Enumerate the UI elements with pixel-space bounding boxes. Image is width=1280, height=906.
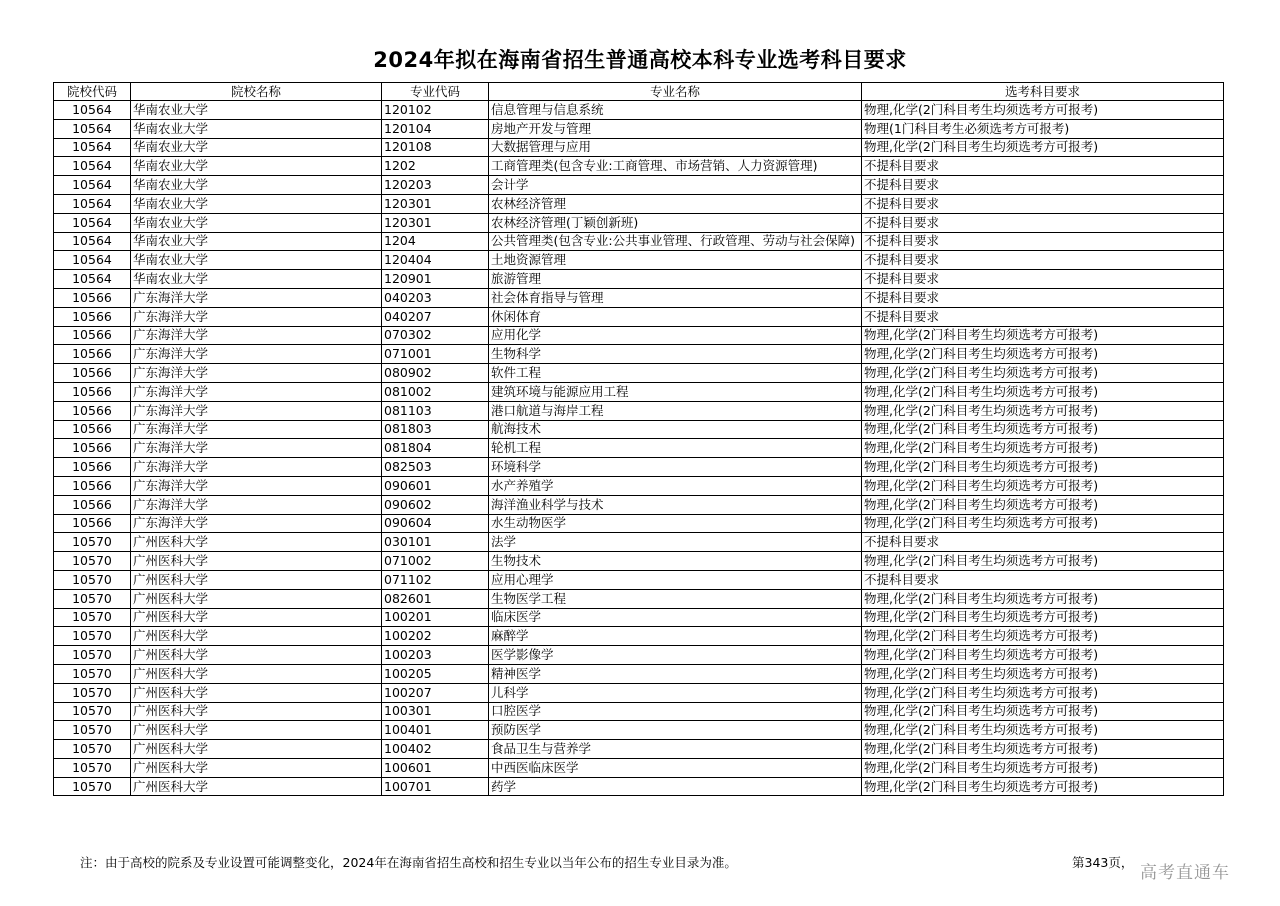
subject-requirement-cell: 物理,化学(2门科目考生均须选考方可报考)	[862, 495, 1224, 514]
table-row	[54, 251, 1224, 270]
table-row	[54, 119, 1224, 138]
school-name-cell: 广州医科大学	[131, 702, 382, 721]
subject-requirement-cell: 物理(1门科目考生必须选考方可报考)	[862, 119, 1224, 138]
subject-requirement-cell: 物理,化学(2门科目考生均须选考方可报考)	[862, 758, 1224, 777]
table-row	[54, 552, 1224, 571]
subject-requirement-cell: 物理,化学(2门科目考生均须选考方可报考)	[862, 646, 1224, 665]
school-code-cell: 10566	[54, 439, 131, 458]
school-code-cell: 10564	[54, 119, 131, 138]
school-code-cell: 10566	[54, 307, 131, 326]
school-name-cell: 华南农业大学	[131, 251, 382, 270]
table-row	[54, 646, 1224, 665]
table-row	[54, 401, 1224, 420]
document-title: 2024年拟在海南省招生普通高校本科专业选考科目要求	[373, 48, 907, 72]
subject-requirement-cell: 不提科目要求	[862, 194, 1224, 213]
school-code-cell: 10564	[54, 213, 131, 232]
school-name-cell: 广东海洋大学	[131, 345, 382, 364]
school-code-cell: 10564	[54, 176, 131, 195]
major-code-cell: 100701	[382, 777, 489, 796]
subject-requirement-cell: 物理,化学(2门科目考生均须选考方可报考)	[862, 702, 1224, 721]
school-code-cell: 10570	[54, 777, 131, 796]
school-code-cell: 10570	[54, 758, 131, 777]
school-name-cell: 广州医科大学	[131, 608, 382, 627]
table-row	[54, 721, 1224, 740]
school-code-cell: 10566	[54, 345, 131, 364]
school-name-cell: 广东海洋大学	[131, 476, 382, 495]
school-name-cell: 华南农业大学	[131, 176, 382, 195]
school-code-cell: 10566	[54, 401, 131, 420]
subject-requirement-cell: 物理,化学(2门科目考生均须选考方可报考)	[862, 664, 1224, 683]
school-code-cell: 10570	[54, 664, 131, 683]
major-code-cell: 100203	[382, 646, 489, 665]
table-row	[54, 194, 1224, 213]
school-name-cell: 广东海洋大学	[131, 364, 382, 383]
subject-requirement-cell: 物理,化学(2门科目考生均须选考方可报考)	[862, 345, 1224, 364]
table-header-row	[54, 83, 1224, 101]
major-name-cell: 水产养殖学	[489, 476, 862, 495]
table-row	[54, 627, 1224, 646]
major-code-cell: 071002	[382, 552, 489, 571]
subject-requirement-cell: 物理,化学(2门科目考生均须选考方可报考)	[862, 439, 1224, 458]
footer-note: 注：由于高校的院系及专业设置可能调整变化，2024年在海南省招生高校和招生专业以当年公布的招生专业目录为准。	[80, 855, 737, 870]
major-code-cell: 120901	[382, 270, 489, 289]
subject-requirement-cell: 物理,化学(2门科目考生均须选考方可报考)	[862, 740, 1224, 759]
table-row	[54, 307, 1224, 326]
subject-requirement-cell: 物理,化学(2门科目考生均须选考方可报考)	[862, 326, 1224, 345]
table-row	[54, 608, 1224, 627]
major-name-cell: 麻醉学	[489, 627, 862, 646]
school-code-cell: 10566	[54, 458, 131, 477]
major-name-cell: 农林经济管理(丁颖创新班)	[489, 213, 862, 232]
school-name-cell: 广州医科大学	[131, 683, 382, 702]
school-code-cell: 10570	[54, 589, 131, 608]
major-code-cell: 081002	[382, 382, 489, 401]
major-name-cell: 医学影像学	[489, 646, 862, 665]
table-row	[54, 138, 1224, 157]
school-name-cell: 广州医科大学	[131, 552, 382, 571]
major-code-cell: 1202	[382, 157, 489, 176]
major-name-cell: 会计学	[489, 176, 862, 195]
header-school-name: 院校名称	[131, 83, 382, 101]
table-row	[54, 326, 1224, 345]
school-code-cell: 10570	[54, 740, 131, 759]
major-code-cell: 071102	[382, 570, 489, 589]
school-code-cell: 10564	[54, 194, 131, 213]
school-code-cell: 10570	[54, 570, 131, 589]
major-code-cell: 100202	[382, 627, 489, 646]
subject-requirement-cell: 物理,化学(2门科目考生均须选考方可报考)	[862, 138, 1224, 157]
major-code-cell: 071001	[382, 345, 489, 364]
school-name-cell: 广州医科大学	[131, 777, 382, 796]
major-name-cell: 预防医学	[489, 721, 862, 740]
school-name-cell: 广州医科大学	[131, 721, 382, 740]
header-major-code: 专业代码	[382, 83, 489, 101]
subject-requirement-cell: 物理,化学(2门科目考生均须选考方可报考)	[862, 364, 1224, 383]
table-row	[54, 288, 1224, 307]
major-code-cell: 100207	[382, 683, 489, 702]
major-code-cell: 090602	[382, 495, 489, 514]
school-code-cell: 10570	[54, 683, 131, 702]
school-name-cell: 广东海洋大学	[131, 401, 382, 420]
school-code-cell: 10570	[54, 627, 131, 646]
major-code-cell: 081803	[382, 420, 489, 439]
watermark-text: 高考直通车	[1140, 863, 1230, 883]
major-code-cell: 040207	[382, 307, 489, 326]
subject-requirement-cell: 不提科目要求	[862, 570, 1224, 589]
major-name-cell: 生物技术	[489, 552, 862, 571]
major-name-cell: 港口航道与海岸工程	[489, 401, 862, 420]
school-name-cell: 广东海洋大学	[131, 382, 382, 401]
major-name-cell: 食品卫生与营养学	[489, 740, 862, 759]
major-name-cell: 药学	[489, 777, 862, 796]
table-row	[54, 157, 1224, 176]
subject-requirement-cell: 物理,化学(2门科目考生均须选考方可报考)	[862, 401, 1224, 420]
subject-requirement-cell: 不提科目要求	[862, 251, 1224, 270]
header-school-code: 院校代码	[54, 83, 131, 101]
major-name-cell: 中西医临床医学	[489, 758, 862, 777]
subject-requirement-cell: 物理,化学(2门科目考生均须选考方可报考)	[862, 514, 1224, 533]
school-code-cell: 10570	[54, 608, 131, 627]
subject-requirement-cell: 物理,化学(2门科目考生均须选考方可报考)	[862, 476, 1224, 495]
school-code-cell: 10564	[54, 232, 131, 251]
table-row	[54, 777, 1224, 796]
subject-requirement-cell: 不提科目要求	[862, 270, 1224, 289]
table-row	[54, 664, 1224, 683]
subject-requirement-cell: 物理,化学(2门科目考生均须选考方可报考)	[862, 589, 1224, 608]
subject-requirement-cell: 物理,化学(2门科目考生均须选考方可报考)	[862, 721, 1224, 740]
school-code-cell: 10566	[54, 326, 131, 345]
subject-requirement-cell: 物理,化学(2门科目考生均须选考方可报考)	[862, 458, 1224, 477]
major-name-cell: 农林经济管理	[489, 194, 862, 213]
table-body	[54, 101, 1224, 796]
school-name-cell: 广东海洋大学	[131, 458, 382, 477]
subject-requirement-cell: 不提科目要求	[862, 157, 1224, 176]
major-code-cell: 090601	[382, 476, 489, 495]
major-name-cell: 旅游管理	[489, 270, 862, 289]
major-name-cell: 工商管理类(包含专业:工商管理、市场营销、人力资源管理)	[489, 157, 862, 176]
page-number: 第343页，	[1072, 855, 1134, 870]
school-name-cell: 广东海洋大学	[131, 439, 382, 458]
major-code-cell: 120108	[382, 138, 489, 157]
school-name-cell: 广东海洋大学	[131, 420, 382, 439]
header-subject-requirement: 选考科目要求	[862, 83, 1224, 101]
major-code-cell: 120102	[382, 101, 489, 120]
subject-requirement-cell: 不提科目要求	[862, 533, 1224, 552]
table-row	[54, 570, 1224, 589]
school-name-cell: 华南农业大学	[131, 101, 382, 120]
major-name-cell: 口腔医学	[489, 702, 862, 721]
subject-requirement-cell: 不提科目要求	[862, 232, 1224, 251]
major-name-cell: 土地资源管理	[489, 251, 862, 270]
school-code-cell: 10566	[54, 495, 131, 514]
school-code-cell: 10564	[54, 251, 131, 270]
major-name-cell: 信息管理与信息系统	[489, 101, 862, 120]
school-name-cell: 广东海洋大学	[131, 307, 382, 326]
school-code-cell: 10570	[54, 721, 131, 740]
subject-requirement-cell: 物理,化学(2门科目考生均须选考方可报考)	[862, 627, 1224, 646]
major-name-cell: 软件工程	[489, 364, 862, 383]
table-row	[54, 345, 1224, 364]
major-code-cell: 1204	[382, 232, 489, 251]
school-name-cell: 广州医科大学	[131, 589, 382, 608]
major-code-cell: 120104	[382, 119, 489, 138]
major-code-cell: 030101	[382, 533, 489, 552]
table-row	[54, 458, 1224, 477]
school-code-cell: 10570	[54, 646, 131, 665]
subject-requirement-cell: 物理,化学(2门科目考生均须选考方可报考)	[862, 777, 1224, 796]
school-name-cell: 广州医科大学	[131, 533, 382, 552]
major-name-cell: 儿科学	[489, 683, 862, 702]
school-code-cell: 10564	[54, 101, 131, 120]
table-row	[54, 758, 1224, 777]
subject-requirement-cell: 物理,化学(2门科目考生均须选考方可报考)	[862, 382, 1224, 401]
major-name-cell: 社会体育指导与管理	[489, 288, 862, 307]
school-name-cell: 华南农业大学	[131, 119, 382, 138]
major-code-cell: 100205	[382, 664, 489, 683]
school-code-cell: 10566	[54, 382, 131, 401]
subject-requirement-cell: 不提科目要求	[862, 288, 1224, 307]
header-major-name: 专业名称	[489, 83, 862, 101]
major-name-cell: 房地产开发与管理	[489, 119, 862, 138]
school-name-cell: 华南农业大学	[131, 194, 382, 213]
table-row	[54, 740, 1224, 759]
school-name-cell: 广州医科大学	[131, 664, 382, 683]
major-code-cell: 081103	[382, 401, 489, 420]
major-name-cell: 应用化学	[489, 326, 862, 345]
table-row	[54, 213, 1224, 232]
major-code-cell: 082601	[382, 589, 489, 608]
school-name-cell: 广州医科大学	[131, 646, 382, 665]
major-code-cell: 080902	[382, 364, 489, 383]
subject-requirements-table	[53, 82, 1224, 796]
table-row	[54, 420, 1224, 439]
school-code-cell: 10570	[54, 552, 131, 571]
table-row	[54, 702, 1224, 721]
major-name-cell: 生物医学工程	[489, 589, 862, 608]
major-code-cell: 120301	[382, 194, 489, 213]
major-name-cell: 公共管理类(包含专业:公共事业管理、行政管理、劳动与社会保障)	[489, 232, 862, 251]
table-row	[54, 270, 1224, 289]
school-code-cell: 10566	[54, 288, 131, 307]
major-name-cell: 海洋渔业科学与技术	[489, 495, 862, 514]
table-row	[54, 232, 1224, 251]
table-row	[54, 514, 1224, 533]
school-code-cell: 10564	[54, 138, 131, 157]
school-name-cell: 广州医科大学	[131, 740, 382, 759]
major-code-cell: 120404	[382, 251, 489, 270]
school-name-cell: 华南农业大学	[131, 270, 382, 289]
subject-requirement-cell: 物理,化学(2门科目考生均须选考方可报考)	[862, 101, 1224, 120]
subject-requirement-cell: 不提科目要求	[862, 307, 1224, 326]
table-row	[54, 589, 1224, 608]
table-row	[54, 364, 1224, 383]
school-name-cell: 广州医科大学	[131, 758, 382, 777]
subject-requirement-cell: 物理,化学(2门科目考生均须选考方可报考)	[862, 683, 1224, 702]
major-code-cell: 120301	[382, 213, 489, 232]
table-row	[54, 476, 1224, 495]
school-code-cell: 10564	[54, 270, 131, 289]
school-code-cell: 10566	[54, 476, 131, 495]
school-code-cell: 10566	[54, 364, 131, 383]
major-code-cell: 100301	[382, 702, 489, 721]
table-row	[54, 101, 1224, 120]
major-name-cell: 大数据管理与应用	[489, 138, 862, 157]
major-name-cell: 法学	[489, 533, 862, 552]
school-name-cell: 华南农业大学	[131, 232, 382, 251]
major-name-cell: 精神医学	[489, 664, 862, 683]
major-code-cell: 120203	[382, 176, 489, 195]
school-code-cell: 10566	[54, 514, 131, 533]
major-name-cell: 应用心理学	[489, 570, 862, 589]
table-row	[54, 495, 1224, 514]
subject-requirement-cell: 不提科目要求	[862, 176, 1224, 195]
school-name-cell: 华南农业大学	[131, 138, 382, 157]
major-code-cell: 100601	[382, 758, 489, 777]
major-name-cell: 休闲体育	[489, 307, 862, 326]
school-name-cell: 广州医科大学	[131, 570, 382, 589]
major-code-cell: 100402	[382, 740, 489, 759]
major-code-cell: 082503	[382, 458, 489, 477]
subject-requirement-cell: 不提科目要求	[862, 213, 1224, 232]
school-code-cell: 10570	[54, 533, 131, 552]
major-code-cell: 070302	[382, 326, 489, 345]
school-name-cell: 广东海洋大学	[131, 495, 382, 514]
major-name-cell: 航海技术	[489, 420, 862, 439]
major-name-cell: 临床医学	[489, 608, 862, 627]
table-row	[54, 382, 1224, 401]
major-code-cell: 081804	[382, 439, 489, 458]
subject-requirement-cell: 物理,化学(2门科目考生均须选考方可报考)	[862, 420, 1224, 439]
major-name-cell: 环境科学	[489, 458, 862, 477]
school-name-cell: 华南农业大学	[131, 213, 382, 232]
school-code-cell: 10564	[54, 157, 131, 176]
school-name-cell: 广州医科大学	[131, 627, 382, 646]
major-code-cell: 040203	[382, 288, 489, 307]
major-name-cell: 水生动物医学	[489, 514, 862, 533]
table-row	[54, 683, 1224, 702]
major-name-cell: 生物科学	[489, 345, 862, 364]
major-name-cell: 建筑环境与能源应用工程	[489, 382, 862, 401]
table-row	[54, 439, 1224, 458]
school-code-cell: 10570	[54, 702, 131, 721]
major-code-cell: 090604	[382, 514, 489, 533]
table-row	[54, 176, 1224, 195]
school-code-cell: 10566	[54, 420, 131, 439]
subject-requirement-cell: 物理,化学(2门科目考生均须选考方可报考)	[862, 608, 1224, 627]
school-name-cell: 广东海洋大学	[131, 326, 382, 345]
major-code-cell: 100201	[382, 608, 489, 627]
major-name-cell: 轮机工程	[489, 439, 862, 458]
school-name-cell: 广东海洋大学	[131, 288, 382, 307]
subject-requirement-cell: 物理,化学(2门科目考生均须选考方可报考)	[862, 552, 1224, 571]
school-name-cell: 华南农业大学	[131, 157, 382, 176]
major-code-cell: 100401	[382, 721, 489, 740]
school-name-cell: 广东海洋大学	[131, 514, 382, 533]
table-row	[54, 533, 1224, 552]
